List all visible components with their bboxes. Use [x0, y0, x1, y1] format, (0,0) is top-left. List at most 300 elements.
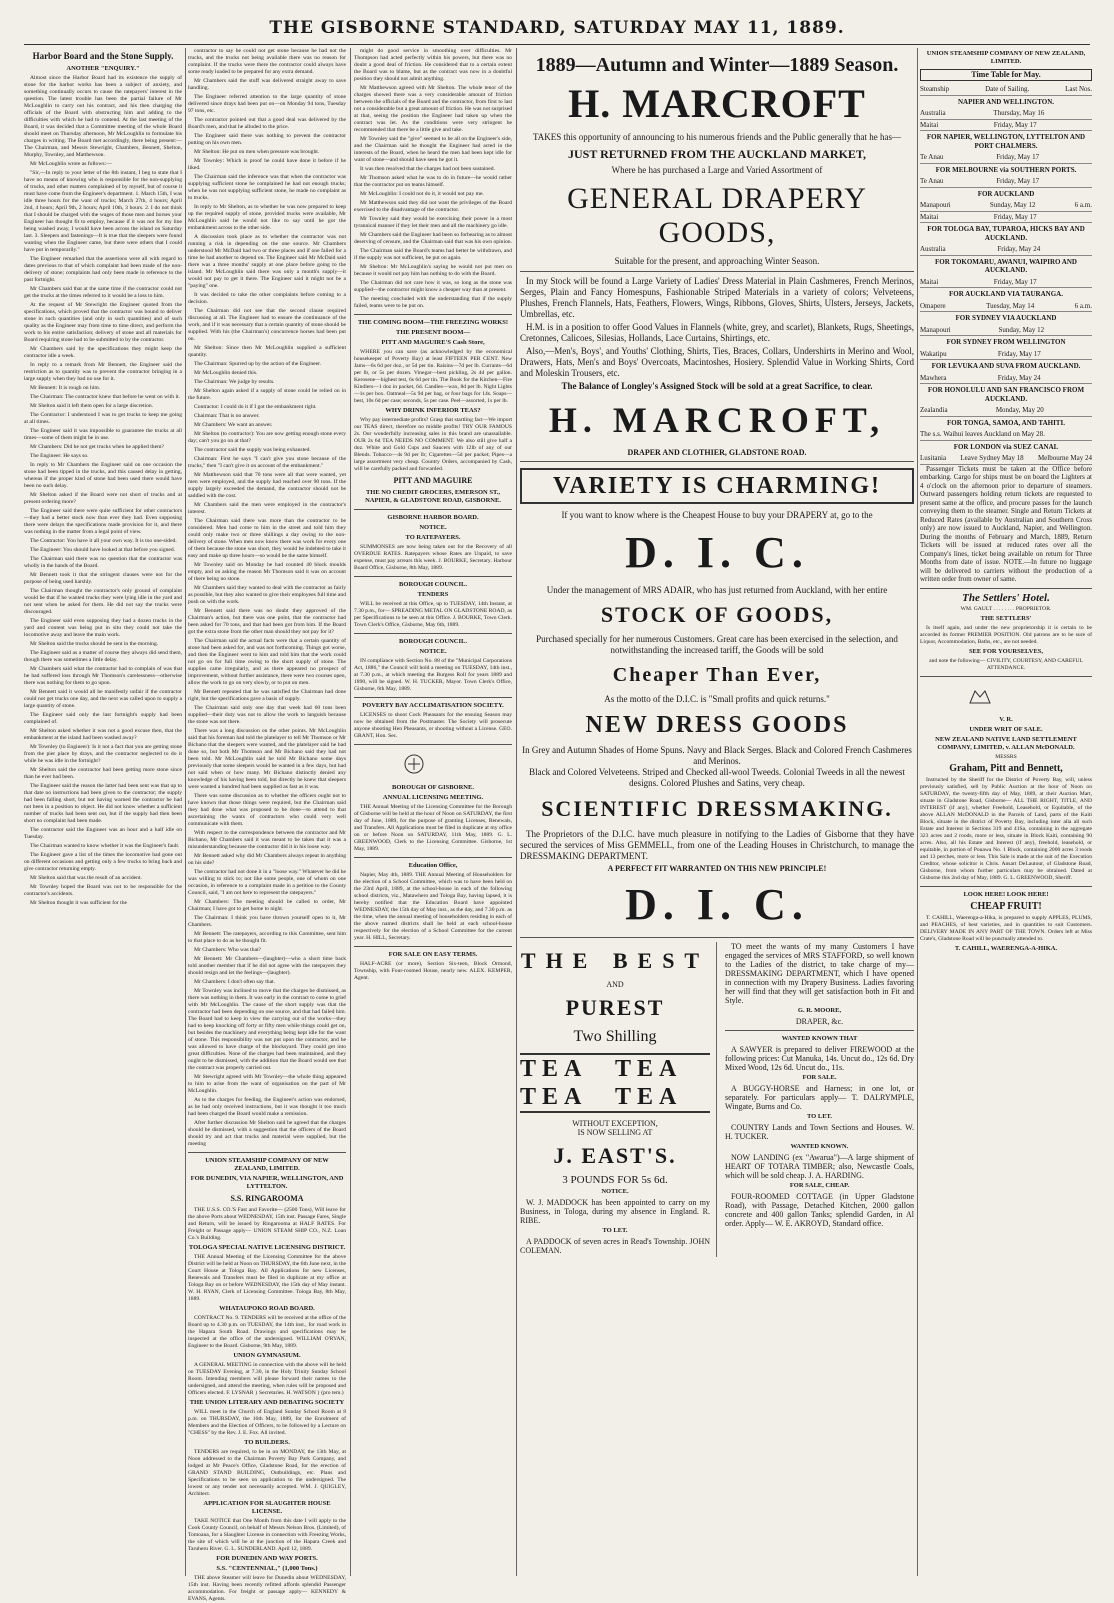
article-body-continued	[188, 48, 346, 1603]
timetable-section-heading: FOR NAPIER, WELLINGTON, LYTTELTON AND PORT CHALMERS.	[926, 133, 1086, 150]
paragraph: Mr Chambers said the men were employed in the contractor's interest.	[188, 502, 346, 515]
paragraph: The Chairman said there was more than the contractor to be considered. Men had come to him in the street and told him they could only make two or three shillings a day owing to the non-delivery of stone. When men now know there was work for every one of them because the stone was short, they would be indebted to take it easy and make up three hours—so would be the same himself.	[188, 518, 346, 559]
paragraph: Mr Townley (to Engineer): Is it not a fact that you are getting stone from the pier place by drays, and the contractor neglected to do it while he was idle in the fortnight?	[24, 744, 182, 764]
timetable-cell: Friday, May 24	[997, 373, 1041, 382]
masthead-rule	[24, 44, 1090, 45]
ad-dressmaking-heading: SCIENTIFIC DRESSMAKING.	[541, 796, 893, 821]
fruit-heading: CHEAP FRUIT!	[970, 900, 1042, 912]
timetable-cell: Manapouri	[920, 201, 951, 209]
notice-heading: WANTED KNOWN THAT	[781, 1035, 858, 1042]
timetable-cell: Friday, May 17	[996, 153, 1040, 161]
paragraph: Mr McLoughlin: I could not do it, it would not pay me.	[360, 191, 484, 197]
ad-cheaper: Cheaper Than Ever,	[612, 664, 822, 686]
ad-new-dress-heading: NEW DRESS GOODS	[585, 712, 849, 738]
timetable-row	[920, 349, 1092, 361]
ad-purchased2: Purchased specially for her numerous Customers. Great care has been exercised in the selection, and notwithstanding the increased tariff, the Goods will be sold	[536, 634, 898, 655]
paragraph: Mr Townley said on Monday he had counted 40 block moulds empty, and on asking the reason Mr Thomson said it was on account of there being no stone.	[188, 562, 346, 582]
ad-tea-column	[520, 942, 717, 1257]
paragraph: Mr Chambers said that at the same time if the contractor could not get the trucks at the times referred to it would be a loss to him.	[24, 286, 182, 299]
ad-marcroft-title: H. MARCROFT	[568, 81, 866, 126]
notice-body: SUMMONSES are now being taken out for the Recovery of all OVERDUE RATES. Ratepayers whose Rates are Unpaid, to save expense, must pay arrears this week. J. BOURKE, Secretary. Harbour Board Office, Gisborne, 8th May, 1889.	[354, 544, 512, 571]
paragraph: Mr Shelton asked whether it was not a good excuse then, that the embankment at the island had been washed away?	[24, 728, 182, 741]
paragraph: Mr Thomson asked what he was to do in future—he would rather that the contractor put on teams himself.	[354, 175, 512, 188]
paragraph: Mr Bennett asked why did Mr Chambers always repeat in anything on his side?	[188, 853, 346, 866]
paragraph: The Engineer referred attention to the large quantity of stone delivered since drays had been put on—on Monday 94 tons, Tuesday 97 tons, etc.	[188, 94, 346, 114]
paragraph: Mr McLoughlin denied this.	[194, 370, 258, 376]
paragraph: Mr Townley hoped the Board was not to be responsible for the contractor's accidents.	[24, 884, 182, 897]
notice-heading: TO LET.	[602, 1227, 628, 1234]
paragraph: Mr Townley was inclined to move that the charges be dismissed, as there was nothing in them. It was early in the contract to come to grief with Mr McLoughlin. The cause of the short supply was that the contractor had been depending on one source, and that had failed him. The Board had to keep in view the carrying out of the works—they had to keep knocking off forty or fifty men while things could get on, but besides the machinery and everything being kept idle for the want of stone. This responsibility was not put upon the contractor, and he was allowed to have charge of the blocksyard. They could get into great difficulties. None of the charges had been maintained, and they ought to be dismissed, with the addition that the Board would see that the contract was properly carried out.	[188, 988, 346, 1071]
notice-heading: FOR DUNEDIN, VIA NAPIER, WELLINGTON, AND LYTTELTON.	[190, 1175, 344, 1190]
ad-flannels: H.M. is in a position to offer Good Values in Flannels (white, grey, and scarlet), Blankets, Rugs, Sheetings, Cretonnes, Calicoes, Silesias, Hollands, Lace Curtains, Shirtings, etc.	[520, 322, 914, 343]
paragraph: The Chairman did not care how it was, so long as the stone was supplied—the contractor might know a cheaper way than at present.	[354, 280, 512, 293]
timetable-cell: Friday, May 17	[993, 277, 1037, 286]
notice-heading: BOROUGH COUNCIL.	[399, 581, 467, 588]
ad-adair: Under the management of MRS ADAIR, who has just returned from Auckland, with her entire	[546, 585, 888, 595]
ad-stock-heading: STOCK OF GOODS,	[600, 602, 834, 627]
paragraph: The Chairman said the Board's teams had better be withdrawn, and if the supply was not sufficient, be put on again.	[354, 248, 512, 261]
ad-heading: THE COMING BOOM—THE FREEZING WORKS!	[357, 319, 509, 326]
ad-heading: WHY DRINK INFERIOR TEAS?	[385, 407, 481, 414]
notice-heading: TO LET.	[806, 1113, 833, 1120]
masthead: THE GISBORNE STANDARD, SATURDAY MAY 11, 1889.	[269, 18, 845, 38]
ad-tea-word: TEA	[615, 1056, 683, 1082]
timetable-cell: Friday, May 17	[993, 120, 1037, 129]
notice-heading: APPLICATION FOR SLAUGHTER HOUSE LICENSE.	[203, 1500, 331, 1515]
ad-address: THE NO CREDIT GROCERS, EMERSON ST., NAPIER, & GLADSTONE ROAD, GISBORNE.	[365, 489, 501, 504]
paragraph: The contractor pointed out that a good deal was delivered by the Board's men, and that he alluded to the price.	[188, 117, 346, 130]
fruit-body: T. CAHILL, Waerenga-a-Hika, is prepared to supply APPLES, PLUMS, and PEACHES, of best varieties, and in quantities to suit Customers. DELIVERY MADE IN ANY PART OF THE TOWN. Orders left at Miss Crate's, Gladstone Road will be punctually attended to.	[920, 914, 1092, 942]
paragraph: At the request of Mr Stewright the Engineer quoted from the specifications, which proved that the contractor was bound to deliver stone in such quantities (and only in such quantities) and of such quality as the Engineer may from time to time direct, and perform the work to his entire satisfaction; delivery of stone and all materials for Board requiring stone had to be submitted to by the contractor.	[24, 302, 182, 343]
notice-body: Napier, May 4th, 1889. THE Annual Meeting of Householders for the election of a School Committee, which was to have been held on the 23rd April, 1889, at the school-house in each of the following school districts, viz., Matawhero and Tologa Bay, having lapsed, it is hereby notified that the Education Board have appointed WEDNESDAY, the 15th day of May inst., as the day, and 7.30 p.m. as the time, when the annual meeting of householders residing in each of the above named districts shall be held at each school-house respectively for the election of a School Committee for the current year. H. HILL, Secretary.	[354, 872, 512, 941]
paragraph: The Engineer: You should have looked at that before you signed.	[30, 547, 176, 553]
timetable-section-heading: FOR SYDNEY VIA AUCKLAND	[955, 314, 1057, 322]
paragraph: The Chairman said there was no question that the contractor was wholly in the hands of the Board.	[24, 556, 182, 569]
timetable-section-heading: FOR TOKOMARU, AWANUI, WAIPIRO AND AUCKLAND.	[935, 257, 1077, 274]
timetable-cell: Australia	[920, 109, 946, 117]
paragraph: Chairman: First he says "I can't give you stone because of the trucks," then "I can't give it on account of the embankment."	[188, 456, 346, 469]
ad-shades: In Grey and Autumn Shades of Home Spuns. Navy and Black Serges. Black and Colored French Cashmeres and Merinos.	[522, 745, 912, 766]
paragraph: The meeting concluded with the understanding that if the supply failed, teams were to be put on.	[354, 296, 512, 309]
timetable-row	[920, 325, 1092, 337]
notice-body: THE U.S.S. CO.'S Fast and Favorite— (2500 Tons), Will leave for the above Ports about WEDNESDAY, 15th inst. Passage Fares, Single and Return, will be issued by Ringarooma at HALF RATES. For Freight or Passage apply— UNION STEAM SHIP CO., N.Z. Loan Co.'s Building.	[188, 1207, 346, 1241]
notice-subheading: NOTICE.	[419, 524, 447, 531]
hotel-heading: THE SETTLERS'	[980, 614, 1032, 622]
timetable-cell: Melbourne May 24	[1037, 454, 1092, 462]
paragraph: Mr Chambers said they wanted to deal with the contractor as fairly as possible, but they also wanted to give their employees full time and push on with the work.	[188, 585, 346, 605]
timetable-cell: Friday, May 24	[997, 245, 1041, 253]
paragraph: The Chairman thought the contractor's only ground of complaint would be that if he wanted trucks they were lying idle in the yard and not sent when he asked for them. He did not say the trucks were discouraged.	[24, 588, 182, 615]
column-1	[24, 48, 182, 1576]
timetable-section-heading: FOR TONGA, SAMOA, AND TAHITI.	[947, 418, 1065, 427]
sale-body: Instructed by the Sheriff for the District of Poverty Bay, will, unless previously satisfied, sell by Public Auction at the hour of Noon on SATURDAY, the twenty-fifth day of May, 1889, at their Auction Mart, situate in Gladstone Road, Gisborne— ALL THE RIGHT, TITLE, AND INTEREST (if any), whether Freehold, Leasehold, or Equitable, of the above ALLAN McDONALD in the Parcels of Land, parts of the Kaiti Block, situate in the district of Poverty Bay, including inter alia all such Estate and Interest in Sections 319 and 41Sa, containing in the aggregate 323 acres and 2 roods, more or less, situate in Block Kaiti, containing 90 acres. Also, all his Estate and Interest (if any), freehold, leasehold, or equitable, in portion of Pouawa No. 1 Block, containing 2000 acres 3 roods and 13 perches, more or less. This Sale is made at the suit of the Execution Creditor, whose solicitor is Chris. Ansart DeLautour, of Gladstone Road, Gisborne, from whom further particulars may be obtained. Dated at Gisborne this 2nd day of May, 1889. G. L. GREENWOOD, Sheriff.	[920, 776, 1092, 881]
notice-heading: UNION GYMNASIUM.	[233, 1352, 301, 1359]
ad-fit: A PERFECT FIT WARRANTED ON THIS NEW PRINCIPLE!	[607, 864, 827, 873]
timetable-row	[920, 373, 1092, 385]
column-5	[920, 48, 1092, 1576]
notice-body: COUNTRY Lands and Town Sections and Houses. W. H. TUCKER.	[725, 1123, 914, 1141]
ad-variety-heading: VARIETY IS CHARMING!	[520, 468, 914, 504]
timetable-section-heading: FOR AUCKLAND VIA TAURANGA.	[949, 290, 1063, 298]
notice-heading: NOTICE.	[601, 1188, 629, 1195]
ad-body: Why pay intermediate profits? Grasp that startling fact—We import our TEAS direct, therefore no middle profits! TRY OUR FAMOUS 2s. Our wonderfully increasing sales in this brand are unassailable. OUR 2s 6d TEA NEEDS NO COMMENT. We also still give half a doz. White and Gold Cups and Saucers with 12lb of any of our Blends. Tobacco—4s 9d per lb; Cigarettes—5d per packet; Pipes—a large assortment very cheap. Country Orders, accompanied by Cash, will be carefully packed and forwarded.	[354, 417, 512, 472]
paragraph: Almost since the Harbor Board had its existence the supply of stone for the harbor works has been a subject of anxiety, and something continually occurs to cause the ratepayers' interest in the question. The latest trouble has been the partial failure of Mr McLoughlin to carry out his contract, and his then charging the officials of the Board with obstructing him and adding to the difficulties with which he had to contend. At the last meeting of the Board, it was decided that a Committee meeting of the whole Board should meet on Thursday afternoon, Mr McLoughlin to formulate his charges in writing. The Board met accordingly, there being present:—The Chairman, and Messrs Stewright, Chambers, Bennett, Shelton, Murphy, Townley, and Matthewson.	[24, 75, 182, 158]
notice-heading: FOR SALE ON EASY TERMS.	[388, 951, 478, 958]
paragraph: The Engineer said the reason the latter had been sent was that up to that date no instructions had been given to the contractor; the supply had been falling short, but not having warned the contractor he had not been in a position to object. He did not know whether a sufficient number of trucks had been sent out, but if the supply had then been short no complaint had been made.	[24, 783, 182, 824]
paragraph: As to the charges for feeding, the Engineer's action was endorsed, as he had only received instructions, but it was thought it too much had been charged the Board would make a remission.	[188, 1097, 346, 1117]
paragraph: Mr Bennett: It is rough on him.	[30, 385, 101, 391]
paragraph: The Chairman: Spurred up by the action of the Engineer.	[194, 361, 322, 367]
paragraph: The Chairman: I think you have thrown yourself open to it, Mr Chambers.	[188, 915, 346, 928]
paragraph: The Engineer said it was impossible to guarantee the trucks at all times—some of them might be in use.	[24, 428, 182, 441]
notice-body: FOUR-ROOMED COTTAGE (in Upper Gladstone Road), with Passage, Detached Kitchen, 2000 gallon concrete and 400 gallon Tanks; splendid Garden, in Al order. Apply— W. E. AKROYD, Standard office.	[725, 1192, 914, 1228]
sale-parties: NEW ZEALAND NATIVE LAND SETTLEMENT COMPANY, LIMITED, v. ALLAN McDONALD.	[935, 735, 1077, 751]
timetable-cell: Friday, May 17	[993, 212, 1037, 221]
timetable-section-heading: FOR LEVUKA AND SUVA FROM AUCKLAND.	[931, 362, 1081, 370]
notice-body: W. J. MADDOCK has been appointed to carry on my Business, in Tologa, during my absence in England. R. RIBE.	[520, 1198, 710, 1225]
paragraph: Mr Shelton said the trucks should be sent in the morning.	[30, 641, 159, 647]
timetable-notes: Passenger Tickets must be taken at the Office before embarking. Cargo for ships must be on board the Lighters at 4 o'clock on the afternoon prior to departure of steamers. Outward passengers holding return tickets are requested to present same at the office, and procure passes for the launch conveying them to the steamer. Single and Return Tickets at Reduced Rates (available by Australian and Southern Cross only) are now issued to Auckland, Napier, and Wellington. During the months of February and March, 1889, Return Tickets will be issued at reduced rates over all the Company's lines, ticket being available on return for Three Months from date of issue. NOTE.—In future no luggage will be delivered to carriers without the production of a written order from owner of same.	[920, 464, 1092, 583]
paragraph: Mr Shelton said that was the result of an accident.	[30, 875, 142, 881]
paragraph: Mr Matthewson agreed with Mr Shelton. The whole tenor of the charges showed there was a very considerable amount of friction between the officials of the Board and the contractor, from first to last not a considerable but a great amount of friction. He was not surprised at that, seeing the position the Engineer had taken up when the contract was let. As the conditions were very stringent he recommended that there be a little give and take.	[354, 85, 512, 133]
paragraph: Mr Shelton: He put on men when pressure was brought.	[194, 149, 320, 155]
notice-body: A GENERAL MEETING in connection with the above will be held on TUESDAY Evening, at 7.30, in the Holy Trinity Sunday School Room. Intending members will please forward their names to the undersigned, and attend the meeting, when rules will be proposed and Officers elected. F. LYSNAR } Secretaries. H. WATSON } (pro tem.)	[188, 1362, 346, 1396]
paragraph: might do good service in smoothing over difficulties. Mr Thompson had acted perfectly within his powers, but there was no doubt a good deal of friction. He considered that to a certain extent the Board was to blame, but as the contract was now in a doubtful position they should not admit anything.	[354, 48, 512, 82]
paragraph: Mr Bennett said it would all be manifestly unfair if the contractor could not get trucks one day, and the next was called upon to supply a large quantity of stone.	[24, 689, 182, 709]
paragraph: "Sir,—In reply to your letter of the 8th instant, I beg to state that I have no means of knowing who is responsible for the non-supplying of trucks, and other matters complained of by myself, but of course it must have come from the Engineer's department. 1. March 15th, I was idle three hours for the want of trucks; March 27th, 4 hours; April 2nd, 4 hours; April 9th, 2 hours; April 10th, 3 hours. 2. I do not think that I should be charged with the wages of those men and horses your Engineer has thought fit to employ, because if it was not for my line being washed away, I would have been across the island on Saturday last. 3. Sleepers and fastenings—It is true that the sleepers were found wanting when the Engineer came, but there were others that I could have put in temporarily."	[24, 170, 182, 253]
timetable-section-heading: FOR HONOLULU AND SAN FRANCISCO FROM AUCKLAND.	[927, 386, 1085, 403]
timetable-cell: Te Anau	[920, 153, 944, 161]
timetable-section-heading: FOR SYDNEY FROM WELLINGTON	[946, 338, 1066, 346]
notice-body: CONTRACT No. 9. TENDERS will be received at the office of the Board up to 4.30 p.m. on TUESDAY, the 14th inst., for road work in the Hapara South Road. Drawings and specifications may be inspected at the office of the undersigned. WILLIAM O'RYAN, Engineer to the Board. Gisborne, 9th May, 1889.	[188, 1315, 346, 1349]
ad-east: J. EAST'S.	[553, 1143, 677, 1168]
notice-heading: THE UNION LITERARY AND DEBATING SOCIETY	[189, 1399, 345, 1406]
column-divider	[516, 48, 517, 1576]
paragraph: Mr Chambers said by the specifications they might keep the contractor idle a week.	[24, 346, 182, 359]
paragraph: It was decided to take the other complaints before coming to a decision.	[188, 292, 346, 305]
paragraph: The Engineer remarked that the assertions were all with regard to dates previous to that of which complaint had been made of the non-delivery of stone; complaints had only been made in reference to the past fortnight.	[24, 256, 182, 283]
paragraph: The Engineer said as a matter of course they always did send them, though there was sometimes a little delay.	[24, 650, 182, 663]
notice-body: WILL meet in the Church of England Sunday School Room at 8 p.m. on THURSDAY, the 16th May, 1889, for the Enrolment of Members and the Election of Officers, to be followed by a Lecture on "CHESS" by the Rev. J. E. Fox. All invited.	[188, 1409, 346, 1436]
timetable-col: Date of Sailing.	[985, 85, 1030, 93]
ad-firm: PITT AND MAGUIRE'S Cash Store,	[381, 339, 485, 346]
paragraph: Mr Chambers: I don't often say that.	[194, 979, 276, 985]
ad-tea-word: TEA	[520, 1084, 588, 1110]
paragraph: The Engineer: He says so.	[30, 453, 89, 459]
notice-subheading: ANNUAL LICENSING MEETING.	[382, 794, 484, 801]
ad-two-shilling: Two Shilling	[573, 1028, 657, 1045]
notice-heading: S.S. "CENTENNIAL," (1,000 Tons.)	[216, 1565, 318, 1572]
timetable-row	[920, 120, 1092, 132]
timetable-row	[920, 301, 1092, 313]
ad-returned: JUST RETURNED FROM THE AUCKLAND MARKET,	[567, 147, 867, 161]
notice-subheading: TO RATEPAYERS.	[405, 534, 461, 541]
notice-body: THE Annual Meeting of the Licensing Committee for the Borough of Gisborne will be held at the hour of Noon on SATURDAY, the first day of June, 1889, for the purpose of granting Licenses, Renewals, and Transfers. All Applications must be filed in duplicate at my office on or before Noon on SATURDAY, 11th May, 1889. G. L. GREENWOOD, Clerk to the Licensing Committee. Gisborne, 1st May, 1889.	[354, 804, 512, 852]
timetable-header	[920, 84, 1092, 96]
notice-subheading: NOTICE.	[419, 648, 447, 655]
ad-draper: DRAPER AND CLOTHIER, GLADSTONE ROAD.	[627, 448, 807, 457]
paragraph: A discussion took place as to whether the contractor was not running a risk in depending on the one source. Mr Chambers understood Mr McDaid had two or three places and if one failed for a time he had another to depend on. The Engineer said Mr McDaid said there was a three months' supply at one place before going to the island. Mr McLoughlin said there was only a month's supply—it would not pay to get it there. The Engineer said it might not be a "paying" one.	[188, 234, 346, 289]
sale-messrs: MESSRS	[995, 753, 1017, 760]
paragraph: Mr Shelton thought it was sufficient for the	[30, 900, 127, 906]
timetable-row	[920, 244, 1092, 256]
notice-heading: GISBORNE HARBOR BOARD.	[387, 514, 479, 521]
timetable-cell: The s.s. Waihui leaves Auckland on May 28.	[920, 430, 1045, 438]
ad-longley: The Balance of Longley's Assigned Stock will be sold at a great Sacrifice, to clear.	[561, 381, 873, 391]
paragraph: Mr Shelton: Mr McLoughlin's saying he would not put men on because it would not pay him has nothing to do with the Board.	[354, 264, 512, 277]
notice-heading: FOR SALE, CHEAP.	[789, 1182, 850, 1189]
timetable-row	[920, 108, 1092, 120]
timetable-row	[920, 152, 1092, 164]
timetable-title: Time Table for May.	[920, 69, 1092, 81]
notice-body: A SAWYER is prepared to deliver FIREWOOD at the following prices: Cut Manuka, 14s. Uncut do., 12s 6d. Dry Mixed Wood, 12s 6d. Uncut do., 11s.	[725, 1045, 914, 1072]
timetable-section-heading: FOR MELBOURNE via SOUTHERN PORTS.	[935, 165, 1077, 174]
ad-moore-body: TO meet the wants of my many Customers I have engaged the services of MRS STAFFORD, so well known to the Ladies of the district, to take charge of my— DRESSMAKING DEPARTMENT, which I have opened in connection with my Drapery Business. Ladies favoring her will find that they will get satisfaction both in Fit and Style.	[725, 942, 914, 1005]
paragraph: Mr Chambers: We want an answer.	[194, 422, 273, 428]
sale-heading: UNDER WRIT OF SALE.	[969, 725, 1043, 733]
ad-selling: IS NOW SELLING AT	[577, 1128, 653, 1137]
paragraph: The Chairman said only one day that week had 60 tons been supplied—their duty was not to allow the work to languish because the stone was not there.	[188, 705, 346, 725]
crest-icon	[354, 753, 474, 775]
ad-without: WITHOUT EXCEPTION,	[572, 1119, 658, 1128]
paragraph: There was a long discussion on the other points. Mr McLoughlin said that his foreman had told the platelayer to tell Mr Thomson or Mr Bichano that the sleepers were wanted, and the platelayer said he had done so, but both Mr Thomson and Mr Bichano said they had not been told. Mr McLoughlin said he told Mr Bichano some days previously that some sleepers would be wanted in a few days, but had not said when or how many. Mr Bichano distinctly denied any knowledge of his having been told, but directly he knew that sleepers were wanted a hundred had been supplied as fast as it was.	[188, 728, 346, 790]
timetable-cell: Te Anau	[920, 177, 944, 185]
article-title: Harbor Board and the Stone Supply.	[32, 51, 174, 61]
ad-dic-logo-2: D. I. C.	[625, 880, 809, 929]
hotel-title: The Settlers' Hotel.	[962, 591, 1050, 604]
ad-pounds: 3 POUNDS FOR 5s 6d.	[562, 1174, 668, 1186]
paragraph: The Chairman: The contractor knew that before he went on with it.	[30, 394, 180, 400]
paragraph: Contractor: I could do it if I got the embankment right.	[194, 404, 317, 410]
notice-body: WILL be received at this Office, up to TUESDAY, 14th Instant, at 7.30 p.m., for— SPREADING METAL ON GLADSTONE ROAD, as per Specifications to be seen at this Office. J. BOURKE, Town Clerk. Town Clerk's Office, Gisborne, May 6th, 1889.	[354, 601, 512, 628]
paragraph: Mr Bennett said there was no doubt they approved of the Chairman's action, but there was one point, that the contractor had been asked for 70 tons, and that had been got from him. If the Board got the extra stone from the other man should they not pay for it?	[188, 608, 346, 635]
notice-body: NOW LANDING (ex "Awarua")—A large shipment of HEART OF TOTARA TIMBER; also, Newcastle Coals, which will be sold cheap. J. A. HARDING.	[725, 1153, 914, 1180]
ad-drapery-heading: GENERAL DRAPERY GOODS,	[567, 182, 867, 249]
paragraph: Mr Townley said they would be exercising their power in a most tyrannical manner if they let their men and all the machinery go idle.	[354, 216, 512, 229]
paragraph: Mr Bennett: Mr Chambers—(laughter)—who a short time back told another member that if he did not agree with the ratepayers they should resign and let the feelings—(laughter).	[188, 956, 346, 976]
timetable-col: Steamship	[920, 85, 950, 93]
article-subtitle: ANOTHER "ENQUIRY."	[66, 65, 140, 72]
ad-signature: PITT AND MAGUIRE	[393, 476, 473, 485]
paragraph: Mr Chambers said what the contractor had to complain of was that he had suffered loss through Mr Thomson's carelessness—otherwise there was nothing for them to go upon.	[24, 666, 182, 686]
timetable-cell: Tuesday, May 14	[986, 301, 1035, 310]
ad-cheapest: If you want to know where is the Cheapest House to buy your DRAPERY at, go to the	[561, 510, 873, 520]
ad-season-heading: 1889—Autumn and Winter—1889 Season.	[535, 54, 899, 76]
paragraph: Mr Shelton: Since then Mr McLoughlin supplied a sufficient quantity.	[188, 345, 346, 358]
timetable-row	[920, 212, 1092, 224]
timetable-row	[920, 277, 1092, 289]
timetable-cell: Friday, May 17	[997, 349, 1041, 358]
column-divider	[350, 48, 351, 1576]
paragraph: The Chairman said the inference was that when the contractor was supplying sufficient stone he complained he had not enough trucks; when he was not supplying sufficient stone, he made no complaint as to trucks.	[188, 174, 346, 201]
ad-moore-name: G. R. MOORE,	[797, 1007, 842, 1014]
timetable-cell: Thursday, May 16	[993, 109, 1045, 117]
ad-stock: In my Stock will be found a Large Variety of Ladies' Dress Material in Plain Cashmeres, French Merinos, Serges, Plain and Fancy Homespuns, Fashionable Striped Materials in a variety of colors; Velveteens, Plushes, French Flannels, Hats, Feathers, Flowers, Wings, Ribbons, Gloves, Shirts, Ulsters, Jerseys, Jackets, Umbrellas, etc.	[520, 276, 914, 319]
ad-best: THE BEST	[520, 948, 710, 973]
timetable-section-heading: NAPIER AND WELLINGTON.	[957, 97, 1054, 106]
paragraph: contractor to say he could not get stone because he had not the trucks, and the trucks not being available there was no reason for complaint. If the trucks were there the contractor could always have some ready loaded to be prepared for any extra demand.	[188, 48, 346, 75]
paragraph: The Chairman: We judge by results.	[194, 379, 275, 385]
ad-subheading: THE PRESENT BOOM—	[396, 329, 470, 336]
paragraph: The contractor had not done it in a "loose way." Whatever he did he was willing to stick to; not like some people, one of whom on one occasion, in reference to a complaint made in a petition to the County Council, said, "I am not here to represent the ratepayers."	[188, 869, 346, 896]
hotel-proprietor: WM. GAULT . . . . . . . . PROPRIETOR.	[960, 605, 1052, 612]
paragraph: Mr Shelton said the contractor had been getting more stone since than he ever had been.	[24, 767, 182, 780]
timetable-cell: Leave Sydney May 18	[960, 454, 1024, 462]
paragraph: Chairman: That is no answer.	[194, 413, 260, 419]
ad-and: AND	[606, 980, 624, 989]
paragraph: In reply to a remark from Mr Bennett, the Engineer said the restriction as to quantity was to prevent the contractor bringing in a large supply when they had no use for it.	[24, 362, 182, 382]
shipping-company: UNION STEAMSHIP COMPANY OF NEW ZEALAND, LIMITED.	[926, 50, 1086, 65]
paragraph: Mr Chambers: The meeting should be called to order, Mr Chairman; I have got to get home to night.	[188, 899, 346, 912]
paragraph: Mr Chambers: Who was that?	[194, 947, 262, 953]
crest-initials: V. R.	[999, 715, 1013, 723]
paragraph: With respect to the correspondence between the contractor and Mr Bichano, Mr Chambers said it was meant to be taken that it was a misunderstanding because the contractor did it in his loose way.	[188, 830, 346, 850]
notice-heading: WANTED KNOWN.	[790, 1143, 849, 1150]
timetable-row	[920, 176, 1092, 188]
timetable-row	[920, 405, 1092, 417]
paragraph: Mr Chambers said the Engineer had been so forbearing as to almost deserving of censure, and the Chairman said that was his own opinion.	[354, 232, 512, 245]
paragraph: Mr Stewright agreed with Mr Townley—the whole thing appeared to him to arise from the want of organisation on the part of Mr McLoughlin.	[188, 1074, 346, 1094]
timetable-row	[920, 453, 1092, 465]
column-divider	[917, 48, 918, 1576]
timetable-cell: Sunday, May 12	[989, 201, 1036, 209]
column-4-advertisements	[520, 48, 914, 1576]
ad-moore-sub: DRAPER, &c.	[795, 1017, 844, 1026]
timetable-cell: Lusitania	[920, 454, 947, 462]
ad-intro: TAKES this opportunity of announcing to his numerous friends and the Public generally that he has—	[533, 132, 901, 142]
hotel-see: SEE FOR YOURSELVES,	[968, 647, 1044, 655]
paragraph: Mr Townley: Which is proof he could have done it before if he liked.	[188, 158, 346, 171]
timetable-cell: Friday, May 17	[996, 177, 1040, 185]
column-2	[188, 48, 346, 1602]
paragraph: In reply to Mr Shelton, as to whether he was now prepared to keep up the required supply of stone, provided trucks were available, Mr McLoughlin said he would not like to say until he got the embankment across to the other side.	[188, 204, 346, 231]
ad-marcroft-signature: H. MARCROFT,	[548, 400, 886, 440]
article-body-end	[354, 48, 512, 310]
timetable-cell: Mawhera	[920, 373, 947, 382]
notice-heading: WHATAUPOKO ROAD BOARD.	[219, 1305, 315, 1312]
column-divider	[185, 48, 186, 1576]
ad-tea-grid	[520, 1053, 710, 1113]
column-3	[354, 48, 512, 1576]
ad-body: WHERE you can save (as acknowledged by the economical housekeeper of Poverty Bay) at least FIFTEEN PER CENT. New Jams—6s 6d per doz., or 5d per tin. Raisins—7d per lb. Currants—6d per lb, or 5s per dozen. Vinegar—best pickling, 2s 4d per gallon. Kerosene—highest test, 6s 6d per tin. The Book for the Kitchen—Fire Kindlers—1 doz in packet, 6d. Candles—wax, 8d per lb. Night Lights—1s per box. Oatmeal—5s 9d per bag, or four bags for 14s. Soaps—best, 10s 6d per case; seconds, 5s per case. Peel—assorted, 1s per lb.	[354, 349, 512, 404]
paragraph: Mr Shelton (to contractor): You are now getting enough stone every day; can't you go on at that?	[188, 431, 346, 444]
notice-body: LICENSES to shoot Cock Pheasants for the ensuing Season may now be obtained from the Postmaster. The Society will prosecute anyone shooting Hen Pheasants, or shooting without a License. GEO. GRANT, Hon. Sec.	[354, 712, 512, 739]
timetable-row	[920, 200, 1092, 212]
paragraph: Mr Townley said the "give" seemed to be all on the Engineer's side, and the Chairman said he thought the Engineer had acted in the interests of the Board, when he heard the men had been kept idle for want of stone—and should have seen he got it.	[354, 136, 512, 163]
notice-heading: TOLOGA SPECIAL NATIVE LICENSING DISTRICT.	[188, 1244, 346, 1251]
notice-heading: FOR DUNEDIN AND WAY PORTS.	[216, 1555, 318, 1562]
paragraph: It was then resolved that the charges had not been sustained.	[360, 166, 495, 172]
ad-dressmaking-body: The Proprietors of the D.I.C. have much pleasure in notifying to the Ladies of Gisborne that they have secured the services of Miss GEMMELL, from one of the Leading Houses in Christchurch, to manage the DRESSMAKING DEPARTMENT.	[520, 829, 914, 861]
timetable-body	[920, 98, 1092, 465]
notice-body: A PADDOCK of seven acres in Read's Township. JOHN COLEMAN.	[520, 1237, 710, 1255]
timetable-cell: Manapouri	[920, 325, 951, 334]
paragraph: There was some discussion as to whether the officers ought not to have known that those things were required, but the Chairman said they had done what was proposed to be done—to attend to that ascertaining the wants of contractors who could very well communicate with them.	[188, 793, 346, 827]
paragraph: The Engineer said even supposing they had a dozen trucks in the yard and content was being put in situ they could not take the locomotive away and leave the main work.	[24, 618, 182, 638]
paragraph: In reply to Mr Chambers the Engineer said on one occasion the stone had been tipped in the trucks, and this caused delay in getting, whereas if the proper kind of stone had been used there would have been no such delay.	[24, 462, 182, 489]
paragraph: Mr Chambers: Did he not get trucks when he applied them?	[30, 444, 164, 450]
notice-heading: BOROUGH COUNCIL.	[399, 638, 467, 645]
hotel-body: Is itself again, and under the new proprietorship it is certain to be accorded its former PREMIER POSITION. Old patrons are to be sure of Liquor, Accommodation, Baths, etc., are not needed.	[920, 624, 1092, 645]
ad-purchased: Where he has purchased a Large and Varied Assortment of	[611, 165, 823, 175]
notice-heading: Education Office,	[408, 862, 458, 869]
ad-velvet: Black and Colored Velveteens. Striped and Checked all-wool Tweeds. Colonial Tweeds in all the newest designs. Colored Plushes and Satins, very cheap.	[529, 767, 905, 788]
ad-tea-word: TEA	[520, 1056, 588, 1082]
ad-tea-word: TEA	[615, 1084, 683, 1110]
paragraph: The contractor said the supply was being exhausted.	[194, 447, 311, 453]
notice-heading: FOR SALE.	[802, 1074, 837, 1081]
paragraph: The Contractor: You have it all your own way. It is too one-sided.	[30, 538, 177, 544]
paragraph: Mr Shelton again asked if a supply of stone could be relied on in the future.	[188, 388, 346, 401]
paragraph: After further discussion Mr Shelton said he agreed that the charges should be dismissed, with a suggestion that the officers of the Board should try and act that trucks and material were supplied, but the meeting	[188, 1120, 346, 1147]
ad-motto: As the motto of the D.I.C. is "Small profits and quick returns."	[604, 694, 830, 704]
paragraph: Mr Bennett: The ratepayers, according to this Committee, sent him to that place to do as he thought fit.	[188, 931, 346, 944]
paragraph: Mr Matthewson said they did not want the privileges of the Board exercised to the disadvantage of the contractor.	[354, 200, 512, 213]
notice-body: THE Annual Meeting of the Licensing Committee for the above District will be held at Noon on THURSDAY, the 6th June next, in the Court House at Tologa Bay. All Applications for new Licenses, Renewals and Transfers must be filed in duplicate at my office at Tologa Bay on or before WEDNESDAY, the 15th day of May instant. W. H. RYAN, Clerk of Licensing Committee. Tologa Bay, 8th May, 1889.	[188, 1254, 346, 1302]
paragraph: Mr Shelton asked if the Board were not short of trucks and at present ordering more?	[24, 492, 182, 505]
timetable-section-heading: FOR AUCKLAND	[977, 189, 1035, 198]
timetable-cell: Maitai	[920, 277, 939, 286]
paragraph: The Engineer said there was nothing to prevent the contractor putting on his own men.	[188, 133, 346, 146]
paragraph: The Contractor: I understood I was to get trucks to keep me going at all times.	[24, 412, 182, 425]
paragraph: The Chairman wanted to know whether it was the Engineer's fault.	[30, 843, 180, 849]
timetable-section-heading: FOR TOLOGA BAY, TUPAROA, HICKS BAY AND AUCKLAND.	[927, 225, 1085, 242]
timetable-cell: 6 a.m.	[1074, 301, 1092, 310]
timetable-col: Last Nos.	[1065, 85, 1092, 93]
fruit-look: LOOK HERE! LOOK HERE!	[963, 890, 1049, 898]
ad-suitable: Suitable for the present, and approaching Winter Season.	[614, 256, 820, 266]
timetable-cell: Zealandia	[920, 406, 948, 414]
notice-heading: POVERTY BAY ACCLIMATISATION SOCIETY.	[362, 702, 504, 709]
notice-body: A BUGGY-HORSE and Harness; in one lot, or separately. For particulars apply— T. DALRYMPLE, Wingate, Burns and Co.	[725, 1084, 914, 1111]
timetable-cell: 6 a.m.	[1074, 201, 1092, 209]
article-body	[24, 75, 182, 907]
notice-heading: UNION STEAMSHIP COMPANY OF NEW ZEALAND, LIMITED.	[205, 1157, 329, 1172]
paragraph: Mr Bennett repeated that he was satisfied the Chairman had done right, but the specifications gave a basis of supply.	[188, 689, 346, 702]
timetable-cell: Omapere	[920, 301, 946, 310]
timetable-cell: Monday, May 20	[995, 406, 1044, 414]
paragraph: Mr Shelton said it left them open for a large discretion.	[30, 403, 154, 409]
royal-crest-icon	[920, 685, 1040, 707]
paragraph: The contractor said the Engineer was an hour and a half idle on Tuesday.	[24, 827, 182, 840]
hotel-note: and note the following— CIVILITY, COURTESY, AND CAREFUL ATTENDANCE.	[929, 657, 1083, 671]
notice-subheading: TENDERS	[417, 591, 449, 598]
paragraph: Mr McLoughlin wrote as follows:—	[30, 161, 112, 167]
timetable-cell: Australia	[920, 245, 946, 253]
timetable-cell: Maitai	[920, 120, 939, 129]
timetable-row	[920, 429, 1092, 441]
notice-body: THE above Steamer will leave for Dunedin about WEDNESDAY, 15th inst. Having been recently refitted affords splendid Passenger accommodation. For freight or passage apply— KENNEDY & EVANS, Agents.	[188, 1575, 346, 1602]
ad-purest: PUREST	[565, 995, 665, 1020]
timetable-cell: Wakatipu	[920, 349, 947, 358]
notice-body: IN compliance with Section No. 88 of the "Municipal Corporations Act, 1886," the Council will hold a meeting on TUESDAY, 14th inst., at 7.30 p.m., at which meeting the Burgess Roll for years 1889 and 1890, will be signed. W. H. TUCKER, Mayor. Town Clerk's Office, Gisborne, 6th May, 1889.	[354, 658, 512, 692]
paragraph: The Engineer said there were quite sufficient for other contractors—they had a better stock now than ever they had. Even supposing there were delays the specifications made provision for it, and there was nothing in the matter from a legal point of view.	[24, 508, 182, 535]
notice-heading: BOROUGH OF GISBORNE.	[392, 784, 474, 791]
notice-heading: S.S. RINGAROOMA	[230, 1194, 304, 1203]
notice-body: TAKE NOTICE that One Month from this date I will apply to the Cook County Council, on behalf of Messrs Nelson Bros. (Limited), of Tomoana, for a Slaughter License in connection with Freezing Works, the site of which will be at the junction of the Hapara Creek and Taruheru River. G. L. SUNDERLAND. April 12, 1889.	[188, 1518, 346, 1552]
notice-body: HALF-ACRE (or more), Section Six-teen, Block Ormond, Township, with Four-roomed House, nearly new. ALEX. KEMPER, Agent.	[354, 961, 512, 981]
ad-moore-column	[725, 942, 914, 1257]
timetable-cell: Sunday, May 12	[998, 325, 1045, 334]
ad-dic-logo: D. I. C.	[625, 528, 809, 577]
timetable-cell: Maitai	[920, 212, 939, 221]
paragraph: Mr Bennett took it that the stringent clauses were not for the purpose of being used harshly.	[24, 572, 182, 585]
ad-mens: Also,—Men's, Boys', and Youths' Clothing, Shirts, Ties, Braces, Collars, Undershirts in Merino and Wool, Drawers, Hats, Men's and Boys' Overcoats, Macintoshes, Hosiery. Splendid Value in Working Shirts, Cord and Moleskin Trousers, etc.	[520, 346, 914, 378]
notice-body: TENDERS are required, to be in on MONDAY, the 13th May, at Noon addressed to the Chairman Poverty Bay Park Company, and lodged at Mr Peace's Office, Gladstone Road, for the erection of GRAND STAND BUILDING, Outbuildings, etc. Plans and Specifications to be seen on application to the undersigned. The lowest or any tender not necessarily accepted. WM. J. QUIGLEY, Architect.	[188, 1449, 346, 1497]
sale-auctioneers: Graham, Pitt and Bennett,	[949, 762, 1063, 774]
timetable-section-heading: FOR LONDON via SUEZ CANAL	[953, 442, 1059, 451]
paragraph: The Chairman said the actual facts were that a certain quantity of stone had been asked for, and was not forthcoming. Things got worse, and then the Engineer went to him and told him that the work could not go on for full time owing to the short supply of stone. The supplies came irregularly, and as there appeared no prospect of improvement, without further assistance, there were two courses open, allow the work to go on very slowly, or to put on men.	[188, 638, 346, 686]
